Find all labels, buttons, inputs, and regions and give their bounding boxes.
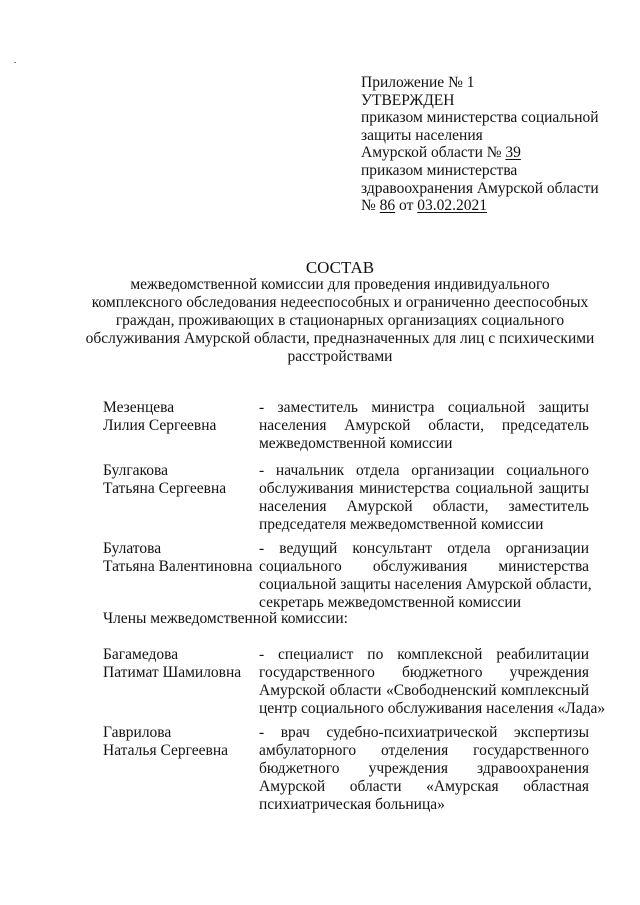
person-name: Мезенцева Лилия Сергеевна <box>103 399 217 434</box>
approval-order-1: Амурской области № 39 <box>361 144 521 162</box>
person-name: Булатова Татьяна Валентиновна <box>103 540 253 575</box>
subtitle-line: комплексного обследования недееспособных и ограниченно дееспособных <box>91 294 589 311</box>
document-title: СОСТАВ <box>305 258 375 277</box>
person-role: - заместитель министра социальной защиты населения Амурской области, председатель межведомственной комиссии <box>259 399 589 452</box>
approval-line: защиты населения <box>361 126 483 144</box>
person-role: - ведущий консультант отдела организации социального обслуживания министерства социальной защиты населения Амурской области, секретарь межведомственной комиссии <box>259 540 592 611</box>
subtitle-line: межведомственной комиссии для проведения индивидуального <box>130 276 550 293</box>
person-name: Багамедова Патимат Шамиловна <box>103 646 242 681</box>
approval-line: приказом министерства <box>361 161 518 179</box>
approved-label: УТВЕРЖДЕН <box>361 91 455 109</box>
person-role: - специалист по комплексной реабилитации государственного бюджетного учреждения Амурской области «Свободненский комплексный центр социального обслуживания населения «Лада» <box>259 646 606 717</box>
person-name: Булгакова Татьяна Сергеевна <box>103 462 227 497</box>
subtitle-line: обслуживания Амурской области, предназначенных для лиц с психическими <box>85 330 595 347</box>
person-role: - врач судебно-психиатрической экспертизы амбулаторного отделения государственного бюджетного учреждения здравоохранения Амурской области «Амурская областная психиатрическая больница» <box>259 724 589 813</box>
approval-line: приказом министерства социальной <box>361 109 599 127</box>
person-name: Гаврилова Наталья Сергеевна <box>103 724 229 759</box>
appendix-label: Приложение № 1 <box>361 74 475 91</box>
document-subtitle <box>60 276 620 366</box>
scan-artifact <box>14 62 16 63</box>
person-role: - начальник отдела организации социального обслуживания министерства социальной защиты населения Амурской области, заместитель председателя межведомственной комиссии <box>259 462 589 533</box>
approval-block <box>361 74 631 215</box>
subtitle-line: граждан, проживающих в стационарных организациях социального <box>115 312 565 329</box>
order-number-1: 39 <box>505 144 521 162</box>
order-number-2: 86 <box>379 197 396 215</box>
members-heading: Члены межведомственной комиссии: <box>103 610 348 627</box>
approval-order-2: № 86 от 03.02.2021 <box>361 197 487 215</box>
subtitle-line: расстройствами <box>287 348 393 365</box>
approval-line: здравоохранения Амурской области <box>361 179 599 197</box>
order-date: 03.02.2021 <box>417 197 487 215</box>
